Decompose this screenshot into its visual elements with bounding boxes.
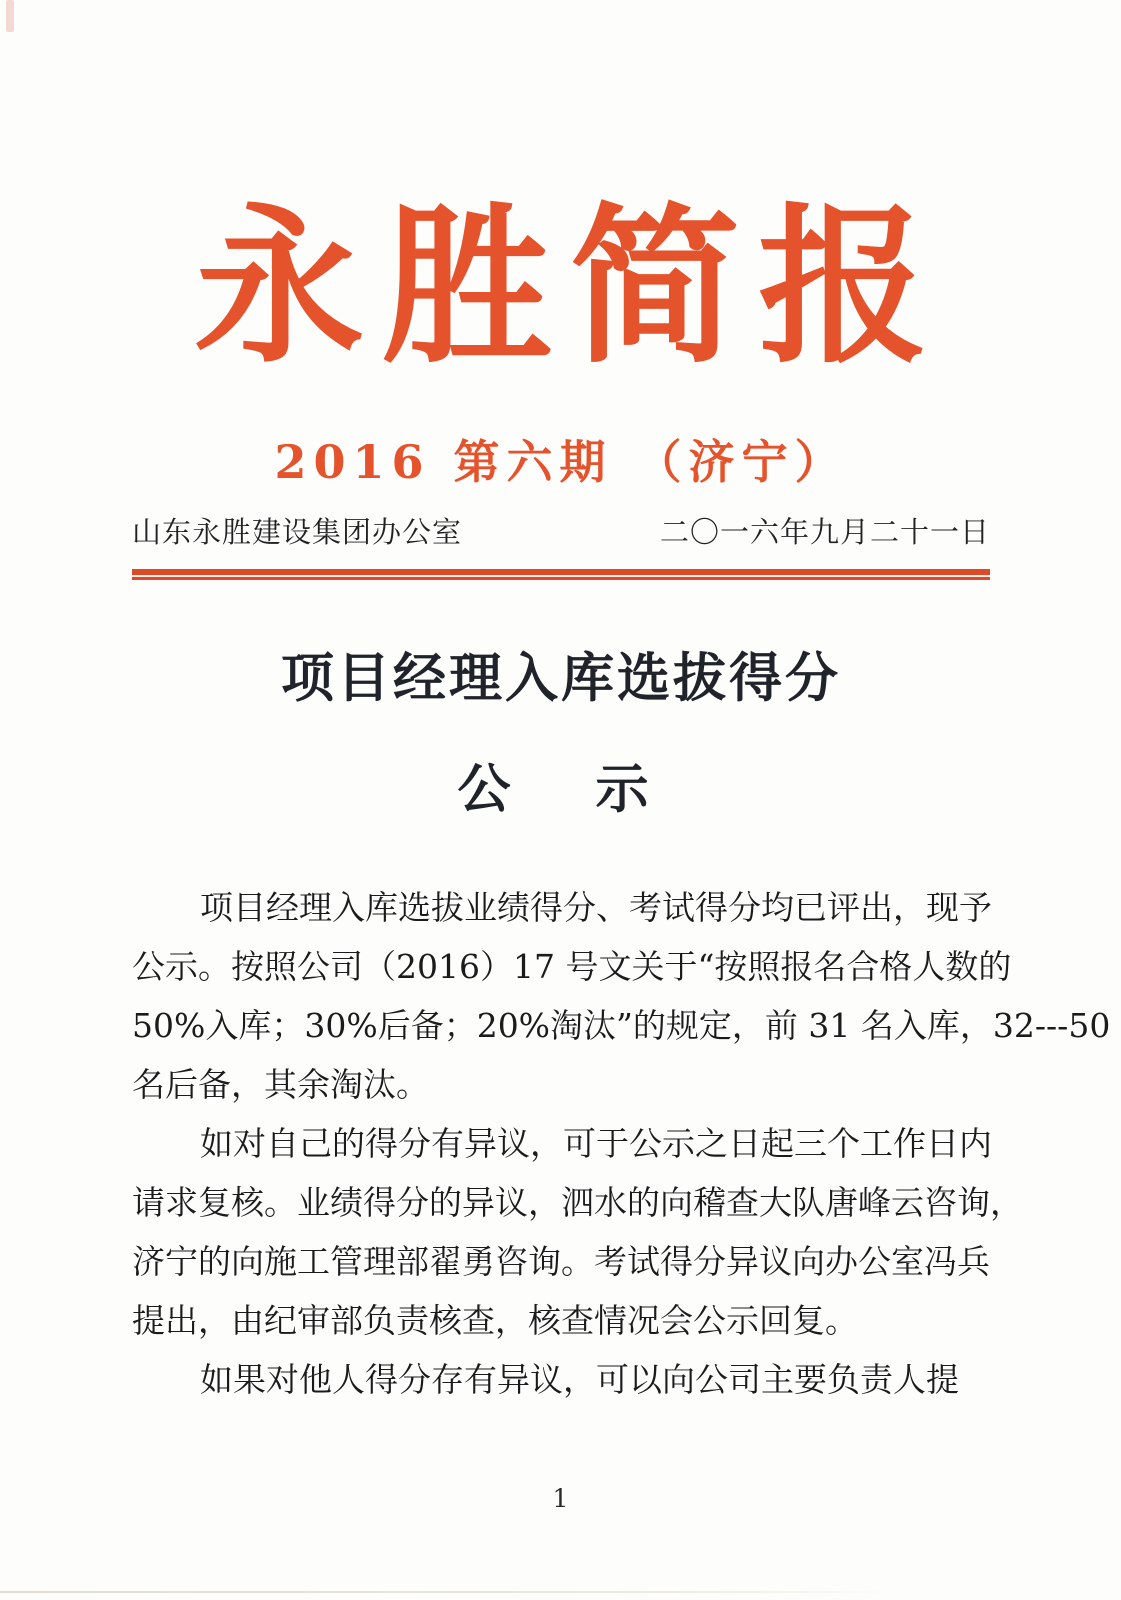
body-line: 50%入库；30%后备；20%淘汰”的规定，前 31 名入库，32---50: [132, 1006, 1111, 1045]
bulletin-masthead-title: 永胜简报: [193, 187, 946, 387]
bulletin-issue-line: 2016 第六期 （济宁）: [274, 435, 848, 489]
notice-body: [132, 878, 1111, 1409]
publisher-date-row: [132, 512, 990, 552]
body-line: 项目经理入库选拔业绩得分、考试得分均已评出，现予: [200, 888, 992, 927]
notice-heading: 项目经理入库选拔得分: [281, 647, 841, 709]
body-line: 济宁的向施工管理部翟勇咨询。考试得分异议向办公室冯兵: [132, 1242, 990, 1281]
body-line: 如果对他人得分存有异议，可以向公司主要负责人提: [200, 1360, 959, 1399]
scan-artifact-bottom-line: [0, 1591, 895, 1593]
body-line: 名后备，其余淘汰。: [132, 1065, 429, 1104]
body-line: 公示。按照公司（2016）17 号文关于“按照报名合格人数的: [132, 947, 1012, 986]
divider-rule-thin-bar: [132, 577, 990, 580]
body-line: 请求复核。业绩得分的异议，泗水的向稽查大队唐峰云咨询，: [132, 1183, 1023, 1222]
page-number: 1: [552, 1484, 570, 1513]
body-line: 提出，由纪审部负责核查，核查情况会公示回复。: [132, 1301, 858, 1340]
body-line: 如对自己的得分有异议，可于公示之日起三个工作日内: [200, 1124, 992, 1163]
publisher-name: 山东永胜建设集团办公室: [132, 515, 463, 549]
scan-artifact-corner-mark: [6, 0, 14, 32]
masthead-divider-rule: [132, 569, 990, 580]
page-content: [132, 0, 1111, 1515]
notice-subheading: 公 示: [457, 758, 665, 820]
publication-date: 二〇一六年九月二十一日: [659, 515, 990, 549]
